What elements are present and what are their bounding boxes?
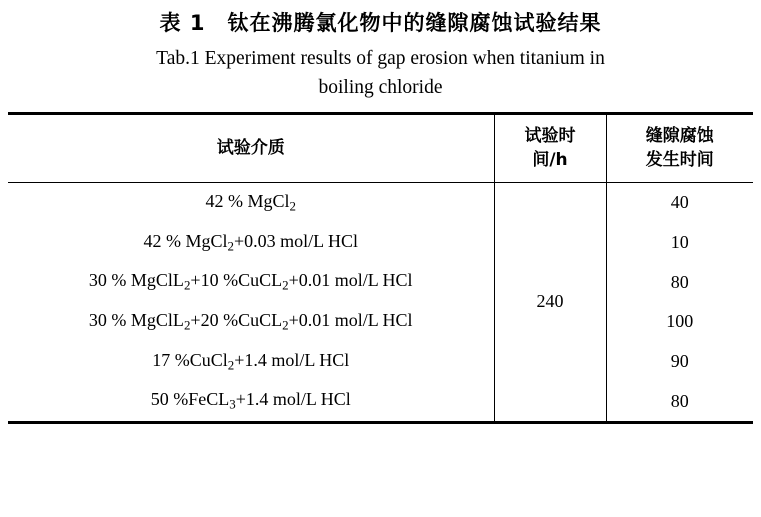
cell-medium-0: 42 % MgCl$_2$ [8, 183, 494, 223]
table-row [8, 342, 753, 382]
cell-duration-merged: 240 [494, 183, 606, 423]
page-title-english [30, 45, 731, 102]
cell-medium-1: 42 % MgCl$_2$+0.03 mol/L HCl [143, 230, 358, 254]
table-header [8, 113, 753, 182]
table-row [8, 223, 753, 263]
cell-gap-time-3: 100 [606, 302, 753, 342]
table-row [8, 183, 753, 223]
header-duration [494, 113, 606, 182]
results-table [8, 112, 753, 424]
cell-medium-3: 30 % MgClL$_2$+20 %CuCL$_2$+0.01 mol/L HCl [88, 309, 413, 333]
table-figure-page [0, 10, 761, 517]
header-medium [8, 113, 494, 182]
table-row [8, 262, 753, 302]
cell-gap-time-1: 10 [606, 223, 753, 263]
header-gap-time-line1: 缝隙腐蚀 [645, 125, 714, 146]
cell-medium-2: 30 % MgClL$_2$+10 %CuCL$_2$+0.01 mol/L HCl [88, 270, 413, 293]
cell-medium-5: 50 %FeCL$_3$+1.4 mol/L HCl [8, 381, 494, 422]
page-title-english-line2: boiling chloride [318, 76, 443, 98]
table-body [8, 183, 753, 423]
cell-gap-time-5: 80 [606, 381, 753, 422]
cell-medium-4: 17 %CuCl$_2$+1.4 mol/L HCl [152, 349, 350, 373]
header-gap-time [606, 113, 753, 182]
page-title-english-line1: Tab.1 Experiment results of gap erosion when titanium in [156, 48, 605, 70]
table-row [8, 381, 753, 422]
header-duration-line2: 间/h [532, 150, 568, 171]
cell-gap-time-2: 80 [606, 262, 753, 302]
header-gap-time-line2: 发生时间 [645, 150, 714, 171]
table-row [8, 302, 753, 342]
table-container [8, 112, 753, 424]
header-duration-line1: 试验时 [524, 125, 576, 146]
table-header-row [8, 113, 753, 182]
header-medium-label: 试验介质 [216, 138, 285, 159]
page-title-chinese: 表 1 钛在沸腾氯化物中的缝隙腐蚀试验结果 [159, 11, 602, 35]
cell-gap-time-4: 90 [606, 342, 753, 382]
cell-gap-time-0: 40 [606, 183, 753, 223]
